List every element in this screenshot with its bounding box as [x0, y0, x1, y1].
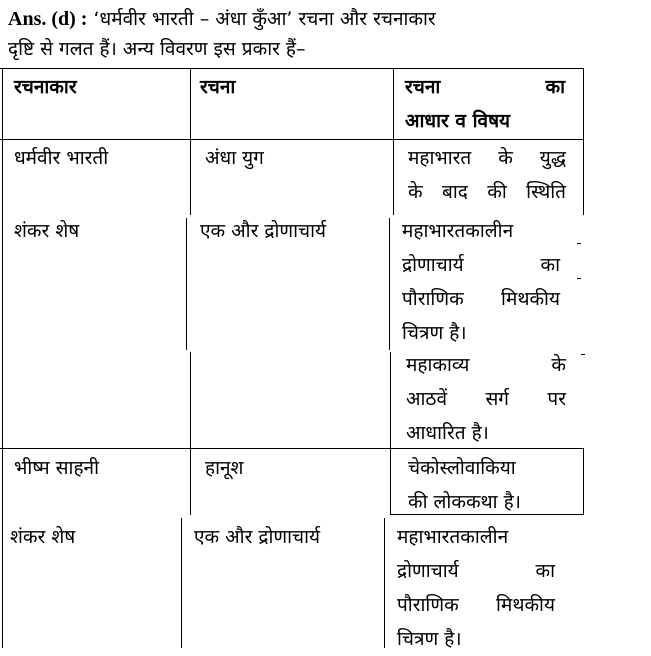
header-work: रचना [200, 76, 236, 98]
answer-intro [8, 4, 568, 64]
column-divider [181, 518, 182, 648]
intro-line-2: दृष्टि से गलत हैं। अन्य विवरण इस प्रकार हैं– [8, 38, 306, 60]
answer-label: Ans. (d) : [8, 8, 88, 30]
intro-text-1: ‘धर्मवीर भारती – अंधा कुँआ’ रचना और रचनाकार [93, 8, 436, 30]
column-divider [186, 218, 187, 350]
row-basis [402, 214, 560, 350]
column-divider [389, 218, 390, 350]
row-basis [408, 451, 568, 519]
basis-line: महाभारत के युद्ध [408, 147, 566, 169]
row-work: हानूश [205, 457, 244, 479]
basis-line: महाभारतकालीन [402, 220, 514, 242]
row-author: शंकर शेष [14, 220, 80, 242]
basis-line: आधारित है। [406, 422, 489, 444]
row-work: एक और द्रोणाचार्य [200, 220, 327, 242]
table-left-border [2, 68, 3, 648]
basis-line: चेकोस्लोवाकिया [408, 457, 516, 479]
row-author: भीष्म साहनी [14, 457, 100, 479]
header-author: रचनाकार [14, 76, 77, 98]
basis-line: के बाद की स्थिति [408, 181, 566, 203]
basis-line: द्रोणाचार्य का [397, 560, 555, 582]
column-divider [190, 352, 191, 515]
column-divider [390, 352, 391, 515]
header-basis-word-1: रचना [405, 76, 441, 98]
row-basis [406, 348, 566, 450]
header-bottom-border [0, 139, 584, 140]
basis-line: महाभारतकालीन [397, 526, 509, 548]
basis-line: द्रोणाचार्य का [402, 254, 560, 276]
basis-line: चित्रण है। [402, 322, 467, 344]
row-work: अंधा युग [205, 147, 264, 169]
table-right-border [583, 448, 584, 515]
intro-line-1 [8, 4, 568, 34]
basis-line: पौराणिक मिथकीय [402, 288, 560, 310]
row-work: एक और द्रोणाचार्य [194, 526, 321, 548]
column-divider [190, 68, 191, 215]
table-top-border [0, 68, 584, 69]
basis-line: की लोककथा है। [408, 491, 521, 513]
margin-tick [577, 243, 581, 244]
column-divider [384, 518, 385, 648]
header-basis-word-2: का [545, 76, 565, 98]
header-basis [405, 70, 565, 138]
margin-tick [581, 354, 585, 355]
header-basis-line-2: आधार व विषय [405, 110, 511, 132]
table-right-border [583, 68, 584, 215]
basis-line: आठवें सर्ग पर [406, 388, 566, 410]
header-basis-line-1 [405, 70, 565, 104]
margin-tick [577, 278, 581, 279]
basis-line: महाकाव्य के [406, 354, 566, 376]
row-basis [397, 520, 555, 656]
column-divider [393, 68, 394, 215]
row-author: शंकर शेष [10, 526, 76, 548]
row-basis [408, 141, 566, 209]
basis-line: पौराणिक मिथकीय [397, 594, 555, 616]
basis-line: चित्रण है। [397, 628, 462, 650]
row-author: धर्मवीर भारती [14, 147, 109, 169]
